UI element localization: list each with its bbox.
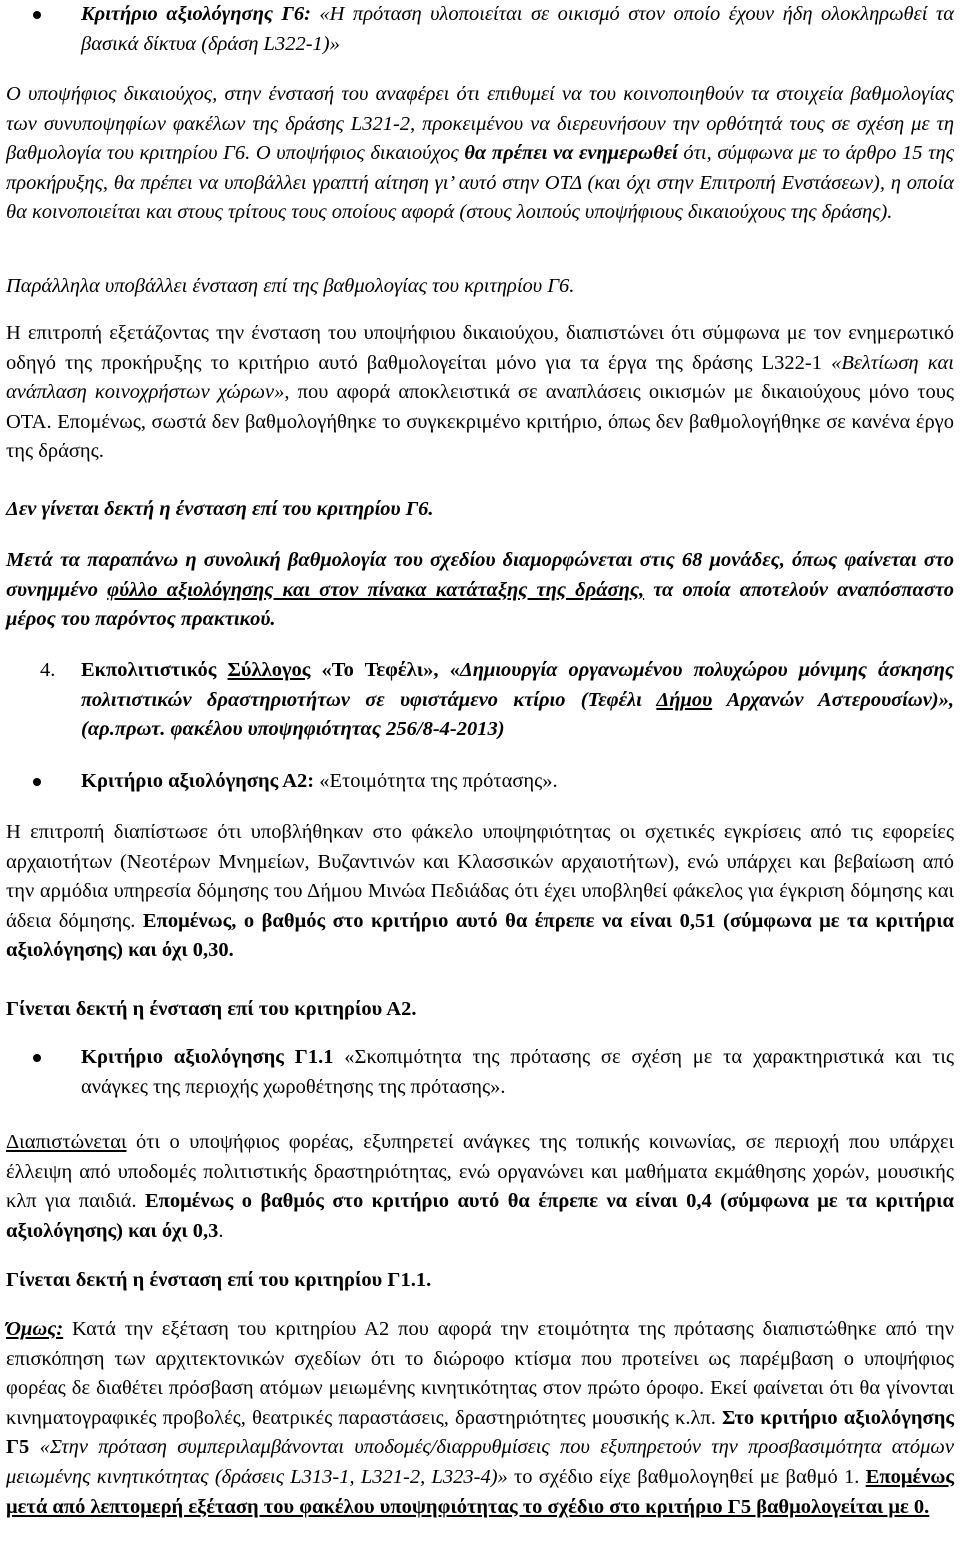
paragraph-committee-finding-g11: [6, 1128, 954, 1246]
emphasis-text: Επομένως ο βαθμός στο κριτήριο αυτό θα έπρεπε να είναι 0,4 (σύμφωνα με τα κριτήρια αξιολόγησης) και όχι 0,3: [6, 1190, 954, 1242]
paragraph-lead: Όμως:: [6, 1318, 64, 1340]
bullet-icon: [33, 1054, 41, 1062]
paragraph-text: Μετά τα παραπάνω η συνολική βαθμολογία του σχεδίου διαμορφώνεται στις 68 μονάδες, όπως φαίνεται στο συνημμένο: [6, 549, 954, 601]
verdict-g6: Δεν γίνεται δεκτή η ένσταση επί του κριτηρίου Γ6.: [6, 498, 434, 520]
criterion-description-g6: «Η πρόταση υλοποιείται σε οικισμό στον οποίο έχουν ήδη ολοκληρωθεί τα βασικά δίκτυα (δράση L322-1)»: [81, 3, 954, 55]
item-title-part: Σύλλογος: [227, 659, 311, 681]
paragraph-text: τα οποία αποτελούν αναπόσπαστο μέρος του παρόντος πρακτικού.: [6, 578, 954, 631]
paragraph-text: Κατά την εξέταση του κριτηρίου Α2 που αφορά την ετοιμότητα της πρότασης διαπιστώθηκε από την επισκόπηση των αρχιτεκτονικών σχεδίων ότι το διώροφο κτίσμα που προτείνει ως παρέμβαση ο υποψήφιος φορέας δε διαθέτει πρόσβαση ατόμων μειωμένης κινητικότητας στον πρώτο όροφο. Εκεί φαίνεται ότι θα γίνονται κινηματογραφικές προβολές, θεατρικές παραστάσεις, δραστηριότητες μουσικής κ.λπ.: [6, 1318, 954, 1429]
emphasis-text: Επομένως, ο βαθμός στο κριτήριο αυτό θα έπρεπε να είναι 0,51 (σύμφωνα με τα κριτήρια αξιολόγησης) και όχι 0,30.: [6, 909, 954, 962]
project-title: Δήμου: [656, 688, 713, 711]
attachment-reference: φύλλο αξιολόγησης και στον πίνακα κατάταξης της δράσης,: [107, 578, 645, 601]
criterion-label-a2: Κριτήριο αξιολόγησης Α2:: [81, 770, 315, 792]
item-number: 4.: [40, 659, 56, 681]
paragraph-text: Η επιτροπή διαπίστωσε ότι υποβλήθηκαν στο φάκελο υποψηφιότητας οι σχετικές εγκρίσεις από τις εφορείες αρχαιοτήτων (Νεοτέρων Μνημείων, Βυζαντινών και Κλασσικών αρχαιοτήτων), ενώ υπάρχει και βεβαίωση από την αρμόδια υπηρεσία δόμησης του Δήμου Μινώα Πεδιάδας ότι έχει υποβληθεί φάκελος για έγκριση δόμησης και άδεια δόμησης.: [6, 821, 954, 932]
paragraph-committee-finding-a2: [6, 818, 954, 966]
criterion-label-g11: Κριτήριο αξιολόγησης Γ1.1: [81, 1046, 334, 1068]
paragraph-text: Η επιτροπή εξετάζοντας την ένσταση του υποψήφιου δικαιούχου, διαπιστώνει ότι σύμφωνα με τον ενημερωτικό οδηγό της προκήρυξης το κριτήριο αυτό βαθμολογείται μόνο για τα έργα της δράσης L322-1: [6, 322, 954, 374]
paragraph-text: Ο υποψήφιος δικαιούχος, στην ένστασή του αναφέρει ότι επιθυμεί να του κοινοποιηθούν τα στοιχεία βαθμολογίας των συνυποψηφίων φακέλων της δράσης L321-2, προκειμένου να διερευνήσουν την ορθότητά τους σε σχέση με τη βαθμολογία του κριτηρίου Γ6. Ο υποψήφιος δικαιούχος: [6, 83, 954, 165]
verdict-a2: Γίνεται δεκτή η ένσταση επί του κριτηρίου Α2.: [6, 998, 417, 1020]
bullet-text-g11: [81, 1043, 954, 1102]
criterion-quote: «Στην πρόταση συμπεριλαμβάνονται υποδομές/διαρρυθμίσεις που εξυπηρετούν την προσβασιμότητα ατόμων μειωμένης κινητικότητας (δράσεις L313-1, L321-2, L323-4)»: [6, 1436, 954, 1488]
emphasis-text: θα πρέπει να ενημερωθεί: [464, 142, 678, 165]
paragraph-however: [6, 1315, 954, 1522]
verdict-g11: Γίνεται δεκτή η ένσταση επί του κριτηρίου Γ1.1.: [6, 1269, 432, 1291]
paragraph-text: .: [218, 1219, 224, 1242]
criterion-description-a2: «Ετοιμότητα της πρότασης».: [314, 770, 558, 792]
project-title: Αρχανών Αστερουσίων)», (αρ.πρωτ. φακέλου υποψηφιότητας 256/8-4-2013): [81, 688, 954, 741]
paragraph-text: , που αφορά αποκλειστικά σε αναπλάσεις οικισμών με δικαιούχους μόνο τους ΟΤΑ. Επομένως, σωστά δεν βαθμολογήθηκε το συγκεκριμένο κριτήριο, όπως δεν βαθμολογήθηκε σε κανένα έργο της δράσης.: [6, 381, 954, 463]
paragraph-text: ότι ο υποψήφιος φορέας, εξυπηρετεί ανάγκες της τοπικής κοινωνίας, σε περιοχή που υπάρχει έλλειψη από υποδομές πολιτιστικής δραστηριότητας, ενώ οργανώνει και μαθήματα εκμάθησης χορών, μουσικής κλπ για παιδιά.: [6, 1131, 954, 1213]
item-title: [81, 656, 954, 745]
bullet-icon: [33, 11, 41, 19]
conclusion-text: Επομένως μετά από λεπτομερή εξέταση του φακέλου υποψηφιότητας το σχέδιο στο κριτήριο Γ5 βαθμολογείται με 0.: [6, 1465, 954, 1518]
bullet-icon: [33, 778, 41, 786]
paragraph-committee-finding-g6: [6, 319, 954, 467]
paragraph-text: ότι, σύμφωνα με το άρθρο 15 της προκήρυξης, θα πρέπει να υποβάλλει γραπτή αίτηση γι’ αυτό στην ΟΤΔ (και όχι στην Επιτροπή Ενστάσεων), η οποία θα κοινοποιείται και στους τρίτους τους οποίους αφορά (στους λοιπούς υποψήφιους δικαιούχους της δράσης).: [6, 142, 954, 224]
paragraph-text: το σχέδιο είχε βαθμολογηθεί με βαθμό 1.: [507, 1465, 866, 1488]
item-title-part: Εκπολιτιστικός: [81, 659, 228, 681]
bullet-text-a2: [81, 767, 954, 797]
bullet-text-g6: [81, 0, 954, 59]
paragraph-lead: Διαπιστώνεται: [6, 1131, 127, 1153]
criterion-description-g11: «Σκοπιμότητα της πρότασης σε σχέση με τα χαρακτηριστικά και τις ανάγκες της περιοχής χωροθέτησης της πρότασης».: [81, 1046, 954, 1098]
paragraph-parallel-objection: Παράλληλα υποβάλλει ένσταση επί της βαθμολογίας του κριτηρίου Γ6.: [6, 275, 575, 297]
paragraph-objection-info: [6, 80, 954, 228]
criterion-label-g6: Κριτήριο αξιολόγησης Γ6:: [81, 3, 311, 25]
paragraph-total-score: [6, 546, 954, 635]
emphasis-text: Στο κριτήριο αξιολόγησης Γ5: [6, 1406, 954, 1459]
item-title-part: «Το Τεφέλι», «: [310, 659, 460, 681]
project-title: Δημιουργία οργανωμένου πολυχώρου μόνιμης άσκησης πολιτιστικών δραστηριοτήτων σε υφιστάμενο κτίριο (Τεφέλι: [81, 659, 954, 711]
action-title: «Βελτίωση και ανάπλαση κοινοχρήστων χώρων»: [6, 351, 954, 404]
